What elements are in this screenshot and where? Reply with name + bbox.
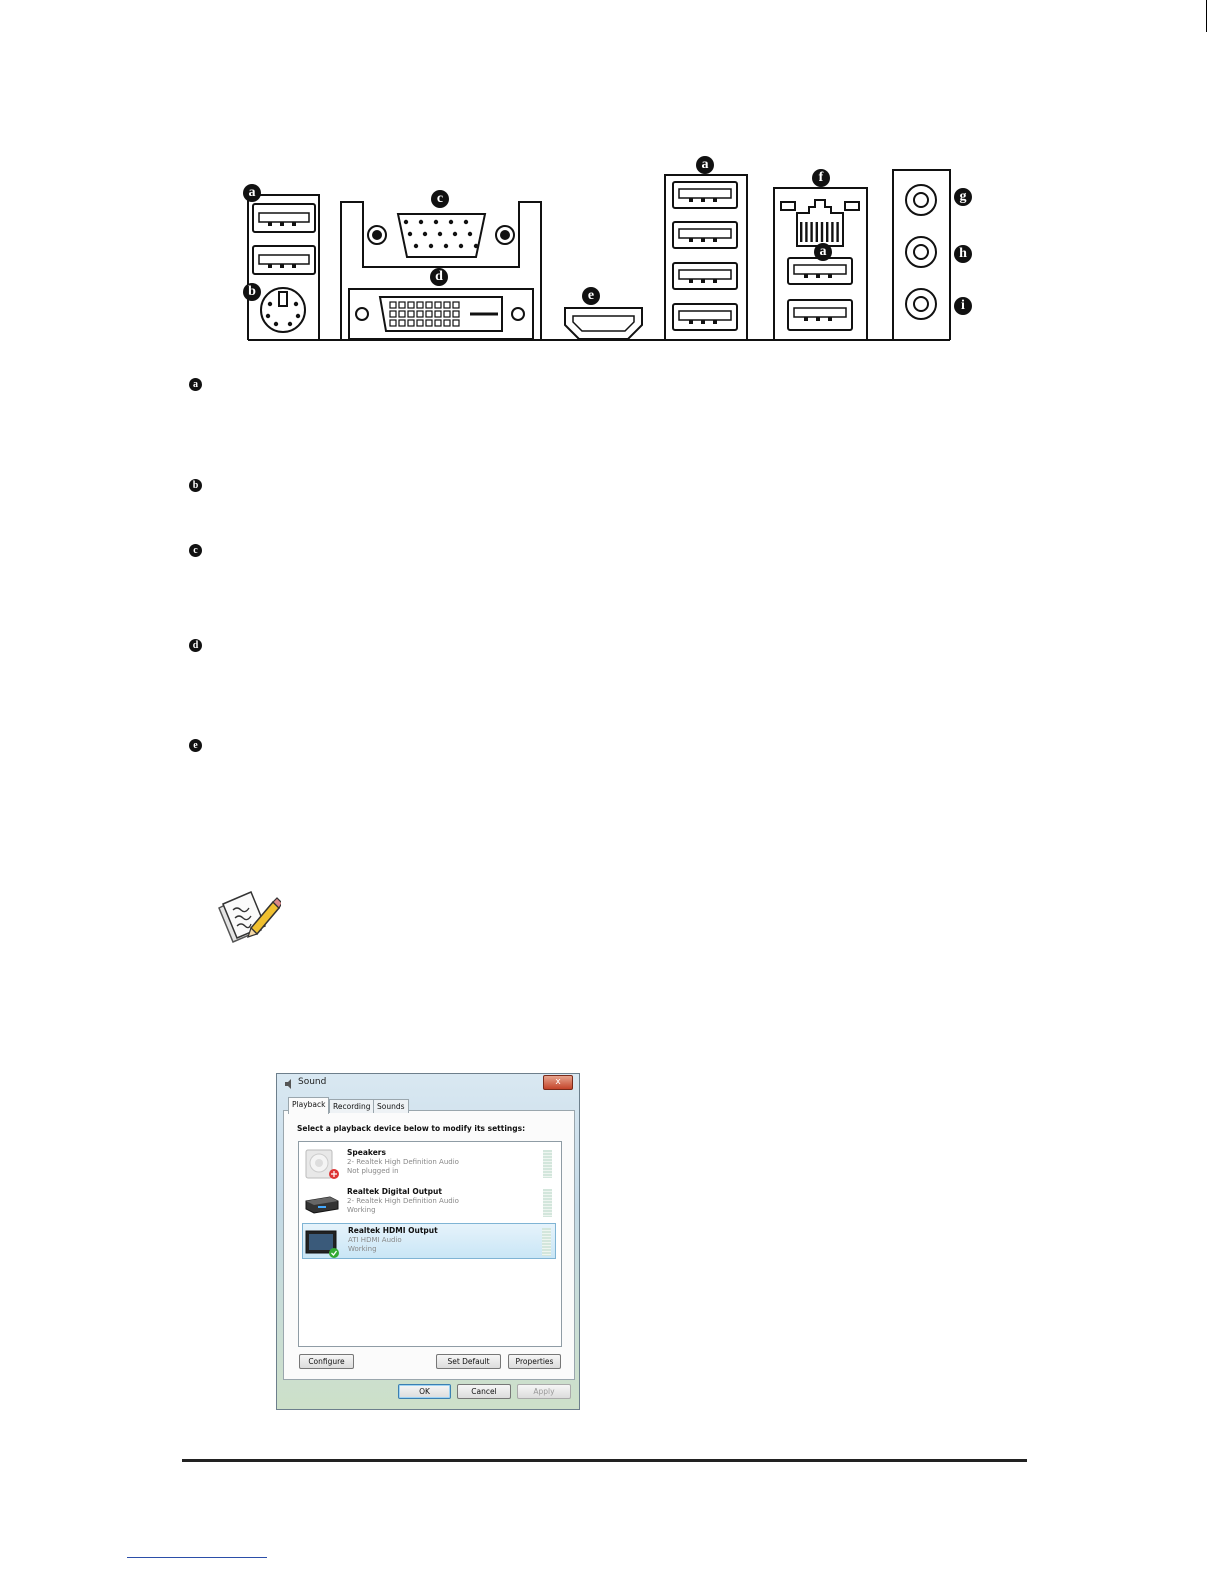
dvi-pin [408,302,414,308]
dvi-pin [444,302,450,308]
ok-button[interactable]: OK [398,1384,451,1399]
dvi-pin [390,320,396,326]
dvi-pin [399,320,405,326]
list-item[interactable] [302,1146,556,1182]
list-item[interactable] [302,1223,556,1259]
vga-pin [438,232,442,236]
dvi-pin [444,320,450,326]
volume-meter [543,1150,552,1178]
vga-pin [423,232,427,236]
dvi-pin [426,302,432,308]
legend-marker-e: e [189,739,202,752]
legend-marker-c: c [189,544,202,557]
hdmi-port-icon [565,308,642,339]
dvi-pin [426,311,432,317]
marker-vga: c [431,190,449,208]
receiver-icon [304,1187,340,1219]
dvi-pin [435,311,441,317]
vga-pin [419,220,423,224]
dvi-pin [417,302,423,308]
vga-pin [464,220,468,224]
device-name: Realtek Digital Output [347,1187,442,1196]
title-bar [277,1074,579,1094]
legend-marker-d: d [189,639,202,652]
vga-pin [429,244,433,248]
marker-ps2: b [243,283,261,301]
list-item[interactable] [302,1185,556,1221]
configure-button[interactable]: Configure [299,1354,354,1369]
legend-marker-a: a [189,378,202,391]
dvi-pin [390,311,396,317]
marker-audio-line-out: h [954,245,972,263]
dvi-pin [435,320,441,326]
lan-port-icon [781,200,859,246]
close-button[interactable]: x [543,1075,573,1090]
device-status: Working [347,1206,376,1214]
vga-pin [453,232,457,236]
marker-usb-lan: a [814,243,832,261]
dvi-pin [417,320,423,326]
audio-jack-icon [906,185,936,319]
vga-pin [434,220,438,224]
sound-dialog [276,1073,580,1410]
ps2-port-icon [261,288,305,332]
device-description: 2- Realtek High Definition Audio [347,1158,459,1166]
device-status: Working [348,1245,377,1253]
vga-pin [414,244,418,248]
dvi-pin [444,311,450,317]
dvi-pin [408,311,414,317]
apply-button[interactable]: Apply [517,1384,571,1399]
marker-hdmi: e [582,287,600,305]
marker-lan: f [812,169,830,187]
device-status: Not plugged in [347,1167,399,1175]
dvi-pin [453,302,459,308]
page-link-underline [127,1557,267,1558]
tab-recording[interactable]: Recording [329,1099,375,1113]
device-description: 2- Realtek High Definition Audio [347,1197,459,1205]
properties-button[interactable]: Properties [508,1354,561,1369]
vga-pin [444,244,448,248]
lan-pin [810,222,812,242]
legend-marker-b: b [189,479,202,492]
dvi-pin [426,320,432,326]
vga-pin [404,220,408,224]
vga-pin [474,244,478,248]
speaker-icon [304,1148,340,1180]
tab-playback[interactable]: Playback [288,1097,329,1114]
lan-pin [831,222,833,242]
lan-pin [821,222,823,242]
dvi-pin [390,302,396,308]
marker-audio-line-in: g [954,188,972,206]
back-panel-diagram [0,0,1224,360]
usb-port-icon [673,182,737,330]
monitor-icon [305,1226,341,1258]
vga-pin [468,232,472,236]
lan-pin [826,222,828,242]
vga-pin [459,244,463,248]
marker-usb-left: a [243,184,261,202]
dvi-pin [453,311,459,317]
device-name: Realtek HDMI Output [348,1226,438,1235]
speaker-icon [284,1079,294,1089]
dvi-pin [408,320,414,326]
vga-pin [408,232,412,236]
lan-pin [816,222,818,242]
device-name: Speakers [347,1148,386,1157]
dvi-pin [435,302,441,308]
lan-pin [800,222,802,242]
device-list [298,1141,562,1347]
dvi-pin [399,311,405,317]
volume-meter [543,1189,552,1217]
note-pencil-icon [215,888,281,944]
volume-meter [542,1228,551,1256]
dvi-pin [399,302,405,308]
marker-audio-mic-in: i [954,297,972,315]
marker-usb-center: a [696,156,714,174]
tab-sounds[interactable]: Sounds [373,1099,409,1113]
vga-pin [449,220,453,224]
instruction-text: Select a playback device below to modify its settings: [297,1124,526,1133]
dvi-pin [417,311,423,317]
set-default-button[interactable]: Set Default [436,1354,501,1369]
dvi-pin [453,320,459,326]
footer-rule [182,1459,1027,1462]
device-description: ATI HDMI Audio [348,1236,402,1244]
lan-pin [805,222,807,242]
window-title: Sound [298,1077,327,1087]
usb-port-icon [253,204,315,274]
marker-dvi: d [430,268,448,286]
cancel-button[interactable]: Cancel [457,1384,511,1399]
lan-pin [836,222,838,242]
